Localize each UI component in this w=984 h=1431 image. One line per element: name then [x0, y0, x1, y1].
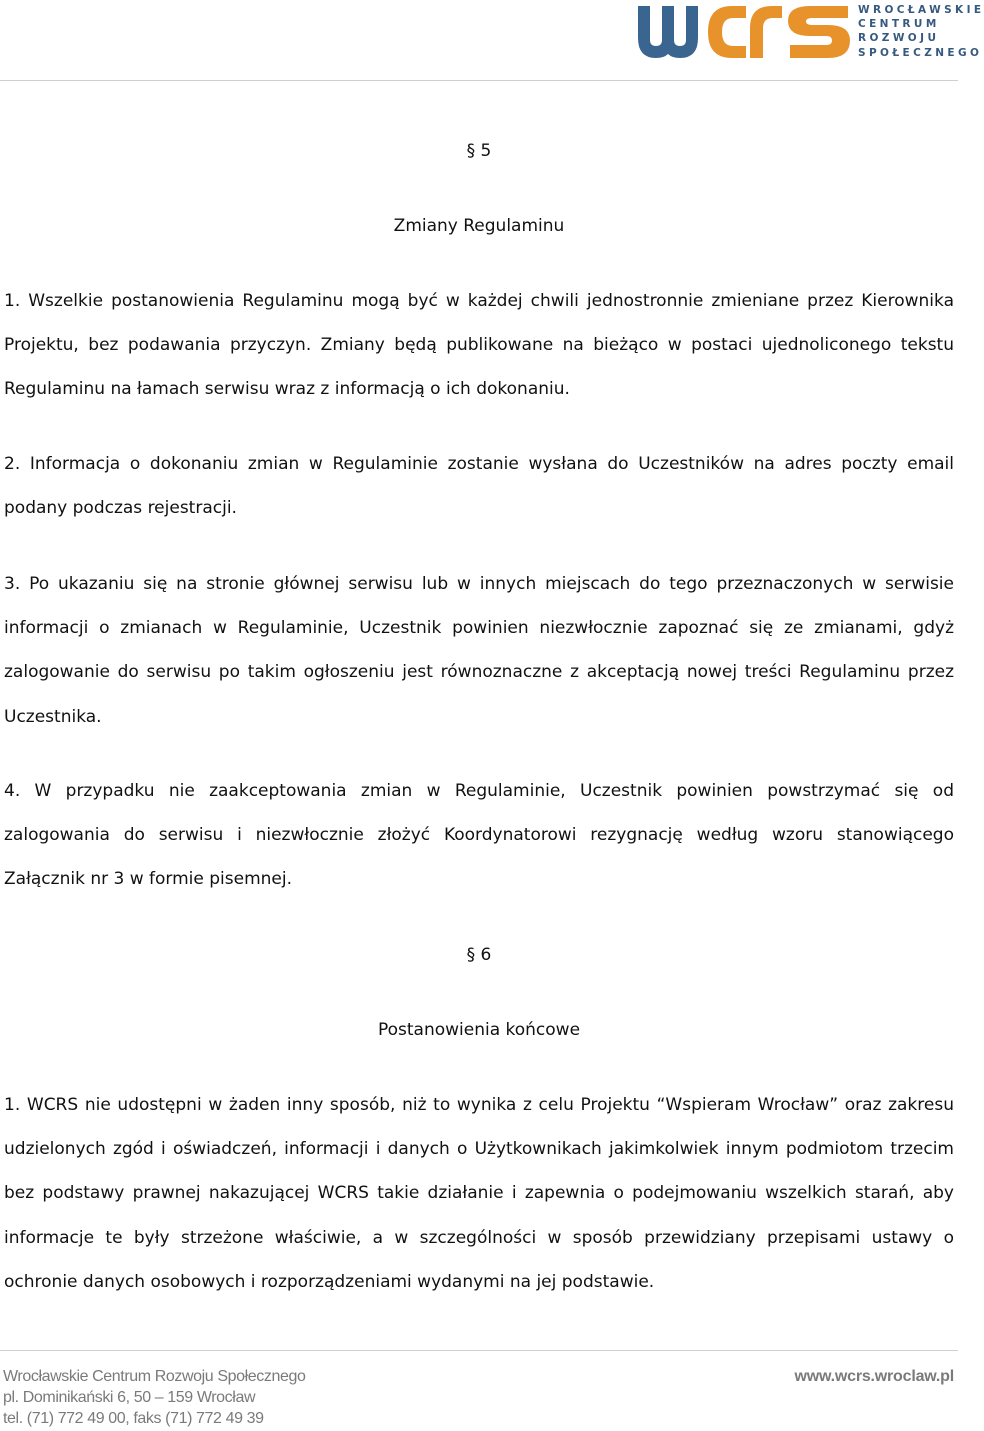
logo-line-4: SPOŁECZNEGO: [858, 46, 983, 59]
footer-org-name: Wrocławskie Centrum Rozwoju Społecznego: [3, 1368, 306, 1385]
section-6-heading: § 6: [466, 945, 492, 965]
logo-text: [858, 3, 984, 60]
header-divider: [0, 80, 958, 81]
section-5-paragraph-3: 3. Po ukazaniu się na stronie głównej serwisu lub w innych miejscach do tego przeznaczonych w serwisie informacji o zmianach w Regulaminie, Uczestnik powinien niezwłocznie zapoznać się ze zmianami, gdyż zalogowanie do serwisu po takim ogłoszeniu jest równoznaczne z akceptacją nowej treści Regulaminu przez Uczestnika.: [4, 574, 954, 727]
section-5-title: Zmiany Regulaminu: [393, 216, 565, 236]
page-header: [0, 0, 984, 82]
logo-line-2: CENTRUM: [858, 18, 940, 31]
section-6-paragraph-1: 1. WCRS nie udostępni w żaden inny sposób, niż to wynika z celu Projektu “Wspieram Wrocław” oraz zakresu udzielonych zgód i oświadczeń, informacji i danych o Użytkownikach jakimkolwiek innym podmiotom trzecim bez podstawy prawnej nakazującej WCRS takie działanie i zapewnia o podejmowaniu wszelkich starań, aby informacje te były strzeżone właściwie, a w szczególności w sposób przewidziany przepisami ustawy o ochronie danych osobowych i rozporządzeniami wydanymi na jej podstawie.: [4, 1095, 954, 1292]
footer-website-link[interactable]: www.wcrs.wroclaw.pl: [794, 1368, 954, 1385]
wcrs-logo: [636, 2, 984, 60]
footer-divider: [0, 1350, 958, 1351]
section-6-title: Postanowienia końcowe: [377, 1020, 581, 1040]
logo-line-3: ROZWOJU: [858, 32, 940, 45]
section-5-paragraph-1: 1. Wszelkie postanowienia Regulaminu mogą być w każdej chwili jednostronnie zmieniane przez Kierownika Projektu, bez podawania przyczyn. Zmiany będą publikowane na bieżąco w postaci ujednoliconego tekstu Regulaminu na łamach serwisu wraz z informacją o ich dokonaniu.: [4, 291, 954, 400]
footer-address: pl. Dominikański 6, 50 – 159 Wrocław: [3, 1389, 256, 1406]
logo-line-1: WROCŁAWSKIE: [858, 4, 984, 16]
section-5-paragraph-4: 4. W przypadku nie zaakceptowania zmian w Regulaminie, Uczestnik powinien powstrzymać się od zalogowania do serwisu i niezwłocznie złożyć Koordynatorowi rezygnację według wzoru stanowiącego Załącznik nr 3 w formie pisemnej.: [4, 781, 954, 890]
footer-phone: tel. (71) 772 49 00, faks (71) 772 49 39: [3, 1410, 264, 1427]
section-5-heading: § 5: [466, 141, 492, 161]
wcrs-logo-mark: [636, 2, 852, 60]
section-5-paragraph-2: 2. Informacja o dokonaniu zmian w Regulaminie zostanie wysłana do Uczestników na adres poczty email podany podczas rejestracji.: [4, 454, 954, 519]
footer-contact: [3, 1366, 305, 1429]
